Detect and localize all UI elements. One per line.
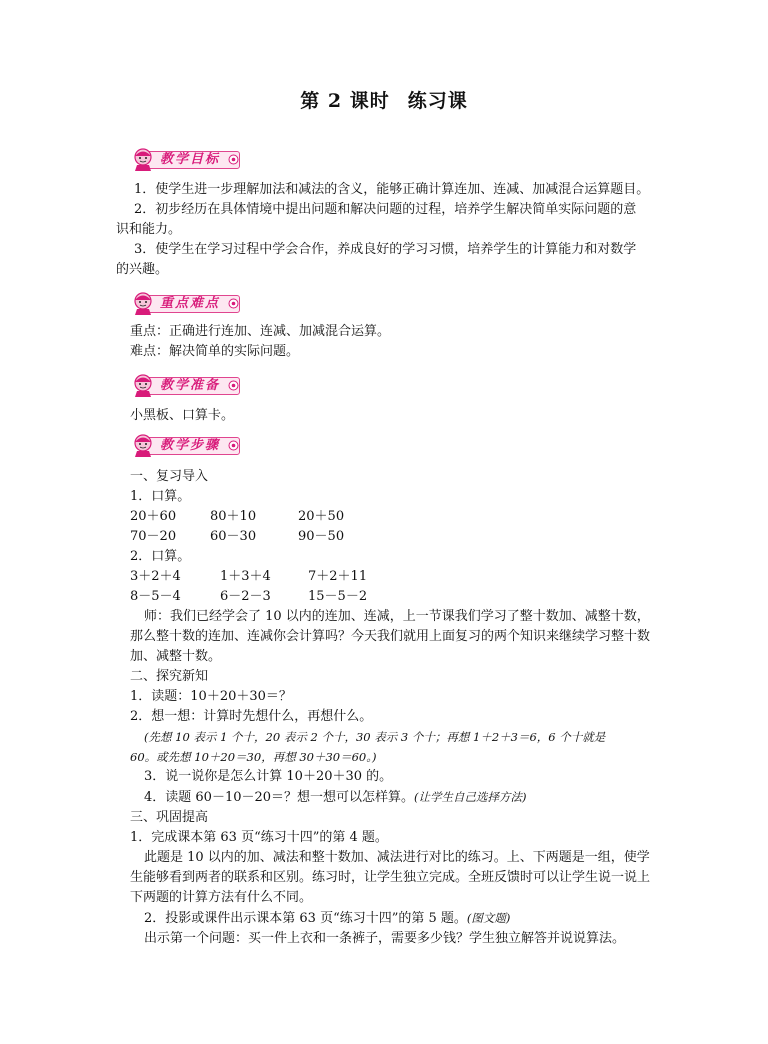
badge-label: 教学准备 [160,378,221,393]
section-key-points [132,290,662,362]
step-3-para-1: 此题是 10 以内的加、减法和整十数加、减法进行对比的练习。上、下两题是一组，使学 [144,850,650,865]
girl-mascot-icon [130,290,156,316]
target-icon [228,298,239,309]
target-icon [228,154,239,165]
calc-item: 20＋60 [130,509,177,524]
step-2-item-4 [130,787,662,808]
step-3-para-2: 生能够看到两者的联系和区别。练习时，让学生独立完成。全班反馈时可以让学生说一说上 [130,870,651,885]
step-3-item-2 [130,908,662,929]
calc-item: 70－20 [130,529,177,544]
step-2-item-2: 2．想一想：计算时先想什么，再想什么。 [130,709,373,724]
badge-label: 重点难点 [160,296,221,311]
goal-2: 2．初步经历在具体情境中提出问题和解决问题的过程，培养学生解决简单实际问题的意 [134,202,637,217]
lesson-name: 练习课 [407,90,468,112]
step-2-item-4-text: 4．读题 60－10－20＝？想一想可以怎样算。 [144,790,415,805]
teacher-line-1: 师：我们已经学会了 10 以内的连加、连减，上一节课我们学习了整十数加、减整十数， [144,609,650,624]
calc-item: 7＋2＋11 [308,569,368,584]
girl-mascot-icon [130,146,156,172]
goal-2-cont: 识和能力。 [116,222,182,237]
calc-item: 6－2－3 [220,589,271,604]
calc-item: 1＋3＋4 [220,569,271,584]
prep-materials: 小黑板、口算卡。 [130,408,235,423]
target-icon [228,380,239,391]
badge-key-points [130,290,244,316]
target-icon [228,440,239,451]
girl-mascot-icon [130,432,156,458]
calc-item: 80＋10 [210,509,257,524]
goal-1: 1．使学生进一步理解加法和减法的含义，能够正确计算连加、连减、加减混合运算题目。 [134,182,650,197]
step-3-para-4: 出示第一个问题：买一件上衣和一条裤子，需要多少钱？学生独立解答并说说算法。 [144,931,626,946]
page-title [0,86,768,113]
calc-item: 60－30 [210,529,257,544]
goal-3: 3．使学生在学习过程中学会合作，养成良好的学习习惯，培养学生的计算能力和对数学 [134,242,637,257]
section-steps [132,432,662,949]
calc-item: 3＋2＋4 [130,569,181,584]
step-2-note-1: (先想 10 表示 1 个十，20 表示 2 个十，30 表示 3 个十；再想 1＋2＋3＝6，6 个十就是 [144,730,606,744]
step-2-note-2: 60。或先想 10＋20＝30，再想 30＋30＝60。) [130,750,377,764]
key-difficulty: 难点：解决简单的实际问题。 [130,344,300,359]
step-1-q2: 2．口算。 [130,549,191,564]
calc-row-3 [130,567,662,587]
step-3-title: 三、巩固提高 [130,810,209,825]
step-1-q1: 1．口算。 [130,489,191,504]
girl-mascot-icon [130,372,156,398]
step-3-item-2-text: 2．投影或课件出示课本第 63 页“练习十四”的第 5 题。 [144,911,467,926]
calc-row-1 [130,507,662,527]
key-focus: 重点：正确进行连加、连减、加减混合运算。 [130,324,391,339]
badge-preparation [130,372,244,398]
calc-item: 90－50 [298,529,345,544]
teacher-line-3: 加、减整十数。 [130,649,222,664]
step-2-item-4-note: (让学生自己选择方法) [414,790,527,804]
goal-3-cont: 的兴趣。 [116,262,169,277]
calc-row-4 [130,587,662,607]
lesson-number: 第 2 课时 [300,90,390,112]
step-3-para-3: 下两题的计算方法有什么不同。 [130,890,313,905]
calc-item: 8－5－4 [130,589,181,604]
step-1-title: 一、复习导入 [130,469,209,484]
badge-label: 教学目标 [160,152,221,167]
step-2-item-1: 1．读题：10＋20＋30＝？ [130,689,292,704]
step-2-item-3: 3．说一说你是怎么计算 10＋20＋30 的。 [144,769,393,784]
step-3-item-2-note: (图文题) [466,911,511,925]
badge-label: 教学步骤 [160,438,221,453]
calc-item: 20＋50 [298,509,345,524]
teacher-line-2: 那么整十数的连加、连减你会计算吗？今天我们就用上面复习的两个知识来继续学习整十数 [130,629,651,644]
section-goals [116,146,662,280]
badge-teaching-goals [130,146,244,172]
section-preparation [132,372,662,426]
calc-row-2 [130,527,662,547]
calc-item: 15－5－2 [308,589,368,604]
badge-teaching-steps [130,432,244,458]
step-3-item-1: 1．完成课本第 63 页“练习十四”的第 4 题。 [130,830,388,845]
step-2-title: 二、探究新知 [130,669,209,684]
